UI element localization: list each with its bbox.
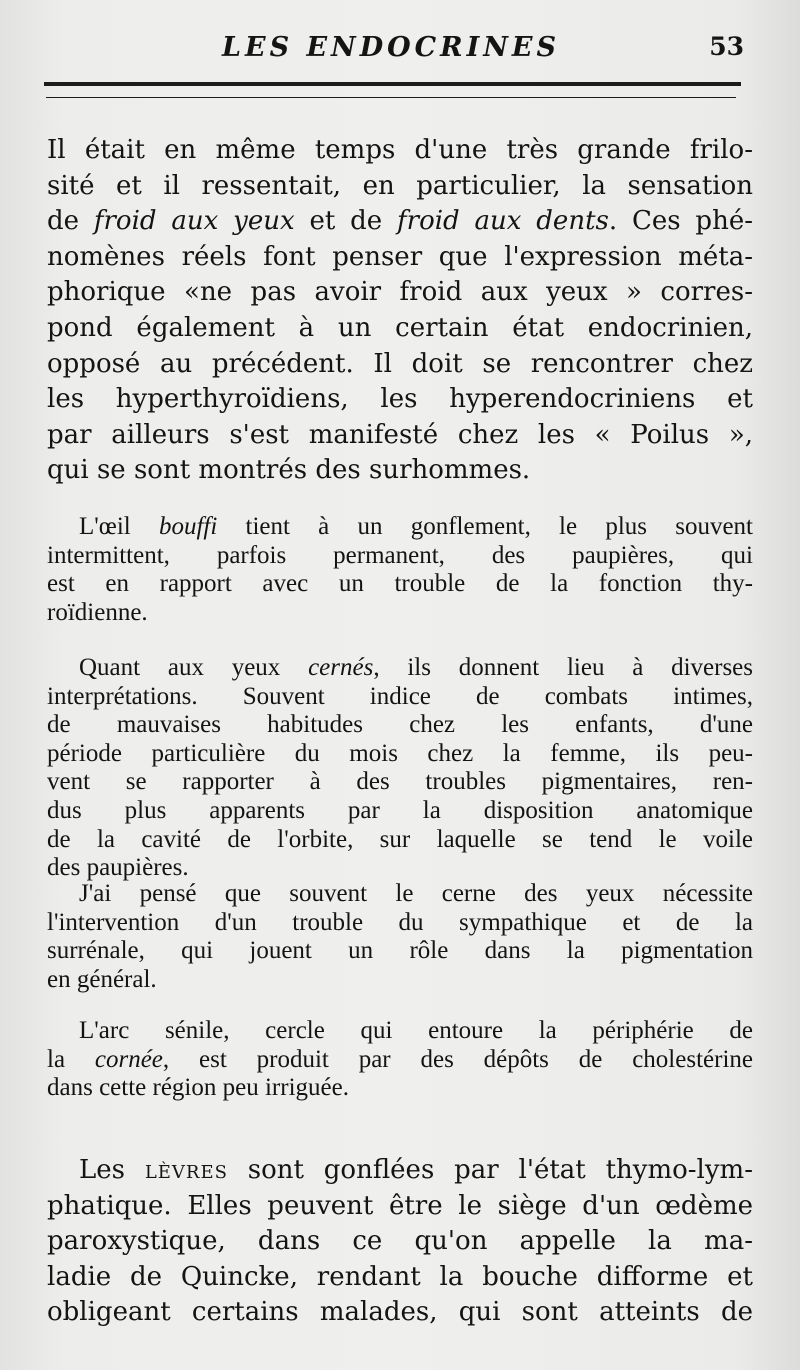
page-number: 53: [709, 32, 744, 61]
paragraph-yeux-cernes: [47, 654, 753, 883]
text-line: qui se sont montrés des surhommes.: [47, 455, 531, 486]
text-line: interprétations. Souvent indice de combats intimes,: [47, 682, 753, 710]
running-title: LES ENDOCRINES: [222, 32, 560, 63]
text-line: ladie de Quincke, rendant la bouche difforme et: [47, 1261, 753, 1292]
paragraph-frilosite: [47, 133, 753, 489]
text-line: L'œil bouffi tient à un gonflement, le plus souvent: [79, 513, 753, 540]
text-line: phorique «ne pas avoir froid aux yeux » corres-: [47, 277, 753, 308]
text-line: Quant aux yeux cernés, ils donnent lieu à diverses: [79, 654, 753, 681]
text-line: les hyperthyroïdiens, les hyperendocriniens et: [47, 384, 753, 415]
text-line: en général.: [47, 965, 157, 993]
paragraph-cerne-sympathique: [47, 880, 753, 994]
text-line: roïdienne.: [47, 598, 148, 626]
text-line: dus plus apparents par la disposition anatomique: [47, 796, 753, 824]
text-line: Il était en même temps d'une très grande frilo-: [47, 135, 753, 165]
text-line: la cornée, est produit par des dépôts de cholestérine: [47, 1045, 753, 1073]
text-line: Les lèvres sont gonflées par l'état thymo-lym-: [79, 1155, 753, 1185]
text-line: vent se rapporter à des troubles pigmentaires, ren-: [47, 768, 753, 796]
text-line: phatique. Elles peuvent être le siège d'un œdème: [47, 1190, 753, 1221]
text-line: opposé au précédent. Il doit se rencontrer chez: [47, 348, 753, 379]
paragraph-arc-senile: [47, 1017, 753, 1103]
text-line: surrénale, qui jouent un rôle dans la pigmentation: [47, 937, 753, 965]
text-line: J'ai pensé que souvent le cerne des yeux nécessite: [79, 880, 753, 907]
text-line: pond également à un certain état endocrinien,: [47, 312, 753, 343]
text-line: obligeant certains malades, qui sont atteints de: [47, 1297, 753, 1328]
text-line: de froid aux yeux et de froid aux dents. Ces phé-: [47, 206, 753, 237]
paragraph-oeil-bouffi: [47, 513, 753, 627]
text-line: de la cavité de l'orbite, sur laquelle se tend le voile: [47, 825, 753, 853]
text-line: intermittent, parfois permanent, des paupières, qui: [47, 541, 753, 569]
text-line: période particulière du mois chez la femme, ils peu-: [47, 739, 753, 767]
text-line: sité et il ressentait, en particulier, la sensation: [47, 170, 753, 201]
header-rule-thin: [46, 97, 736, 98]
text-line: paroxystique, dans ce qu'on appelle la ma-: [47, 1226, 753, 1257]
text-line: nomènes réels font penser que l'expression méta-: [47, 241, 753, 272]
text-line: des paupières.: [47, 854, 189, 882]
text-line: est en rapport avec un trouble de la fonction thy-: [47, 570, 753, 598]
header-rule-thick: [44, 82, 741, 86]
text-line: L'arc sénile, cercle qui entoure la périphérie de: [79, 1017, 753, 1044]
paragraph-levres: [47, 1153, 753, 1331]
running-head: [40, 28, 752, 68]
text-line: dans cette région peu irriguée.: [47, 1074, 349, 1102]
text-line: l'intervention d'un trouble du sympathique et de la: [47, 908, 753, 936]
text-line: de mauvaises habitudes chez les enfants, d'une: [47, 711, 753, 739]
text-line: par ailleurs s'est manifesté chez les « Poilus »,: [47, 419, 753, 450]
